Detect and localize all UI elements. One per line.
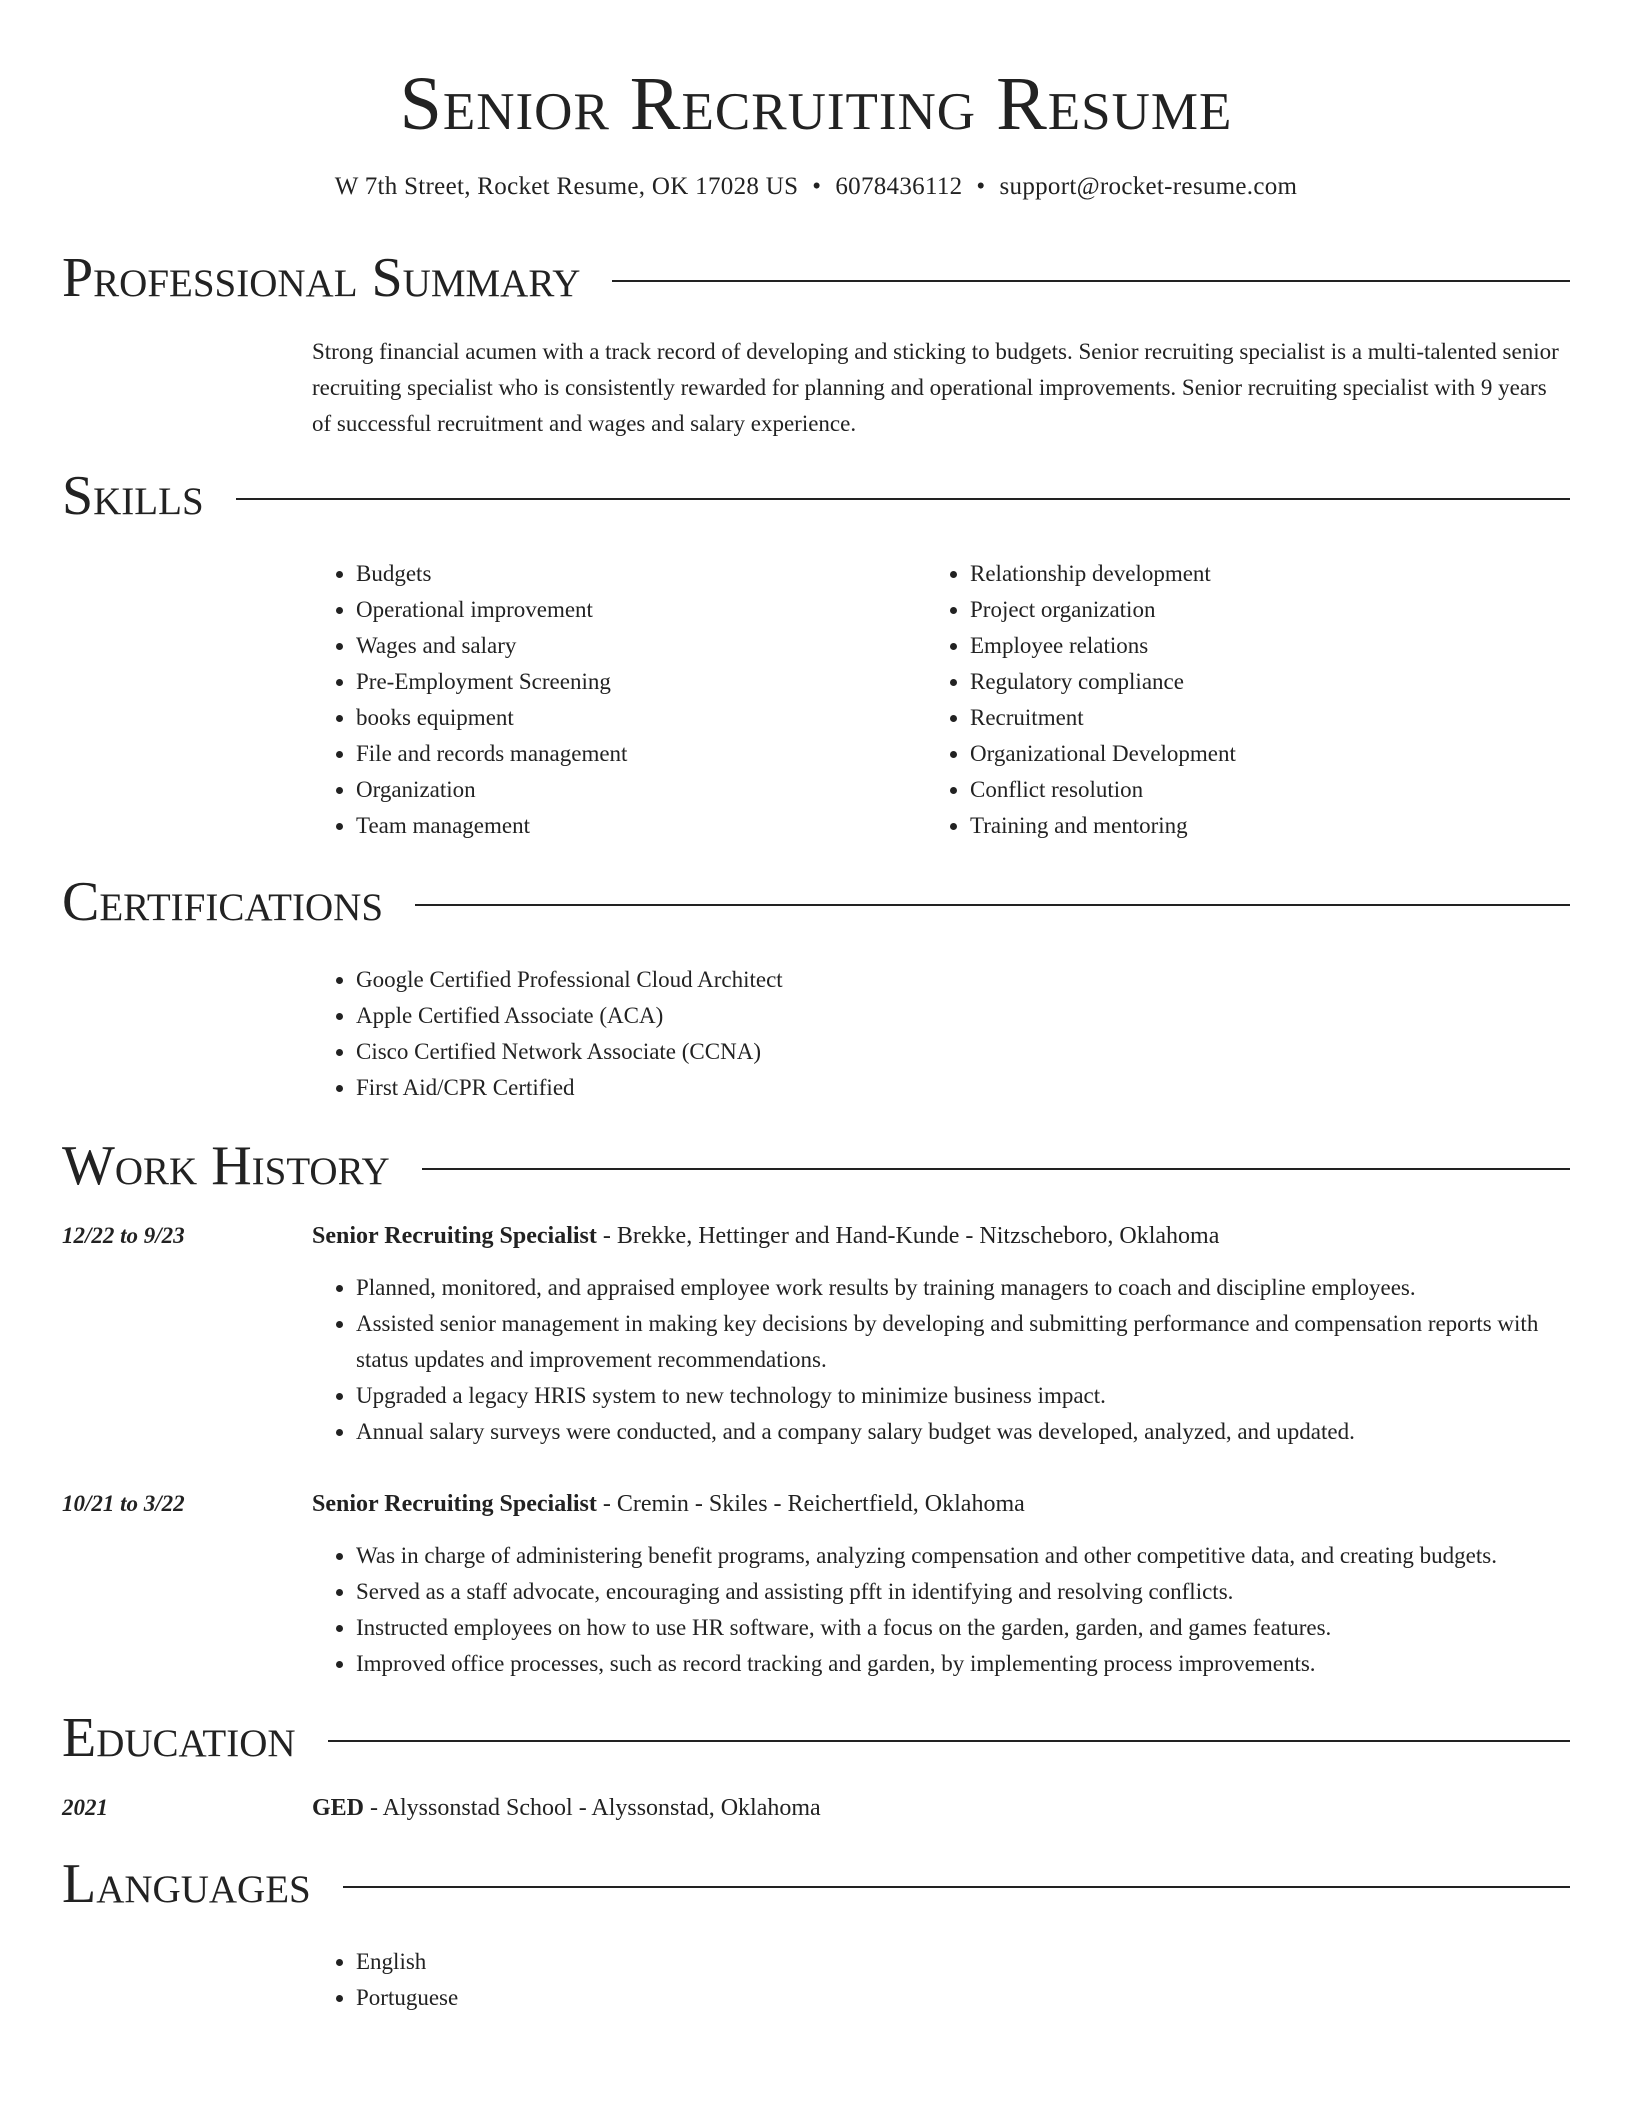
job-bullets: [312, 1270, 1570, 1450]
certification-item: • First Aid/CPR Certified: [356, 1070, 1570, 1106]
job-bullet: • Improved office processes, such as record tracking and garden, by implementing process improvements.: [356, 1646, 1570, 1682]
skill-item: • Conflict resolution: [970, 772, 1540, 808]
language-item: • English: [356, 1944, 1570, 1980]
contact-address: W 7th Street, Rocket Resume, OK 17028 US: [334, 173, 799, 200]
job-company: - Cremin - Skiles - Reichertfield, Oklahoma: [596, 1491, 1025, 1517]
contact-separator: •: [976, 173, 986, 200]
skill-item: • Team management: [356, 808, 926, 844]
education-date: 2021: [62, 1795, 108, 1820]
education-school: - Alyssonstad School - Alyssonstad, Oklahoma: [364, 1795, 821, 1821]
job-bullet: • Instructed employees on how to use HR software, with a focus on the garden, garden, and games features.: [356, 1610, 1570, 1646]
section-divider: [415, 904, 1570, 906]
job-detail: [312, 1218, 1570, 1450]
education-entry: [62, 1790, 1570, 1826]
certification-item: • Google Certified Professional Cloud Architect: [356, 962, 1570, 998]
education-heading-row: [62, 1700, 1570, 1776]
job-entry: [62, 1486, 1570, 1682]
job-bullets: [312, 1538, 1570, 1682]
section-divider: [236, 498, 1570, 500]
certifications-list: [312, 962, 1570, 1106]
summary-section: [62, 240, 1570, 442]
skills-heading: Skills: [62, 465, 204, 527]
skill-item: • Project organization: [970, 592, 1540, 628]
skill-item: • Employee relations: [970, 628, 1540, 664]
language-item: • Portuguese: [356, 1980, 1570, 2016]
section-divider: [343, 1886, 1570, 1888]
education-heading: Education: [62, 1707, 296, 1769]
languages-section: [62, 1846, 1570, 2016]
skill-item: • Recruitment: [970, 700, 1540, 736]
job-entry: [62, 1218, 1570, 1450]
contact-email: support@rocket-resume.com: [999, 173, 1298, 200]
skill-item: • Pre-Employment Screening: [356, 664, 926, 700]
job-bullet: • Assisted senior management in making key decisions by developing and submitting performance and compensation reports with status updates and improvement recommendations.: [356, 1306, 1570, 1378]
job-bullet: • Planned, monitored, and appraised employee work results by training managers to coach and discipline employees.: [356, 1270, 1570, 1306]
certifications-heading-row: [62, 864, 1570, 940]
job-company: - Brekke, Hettinger and Hand-Kunde - Nitzscheboro, Oklahoma: [596, 1223, 1220, 1249]
education-detail: [312, 1790, 1570, 1826]
job-role: Senior Recruiting Specialist: [312, 1491, 597, 1517]
skill-item: • Wages and salary: [356, 628, 926, 664]
education-section: [62, 1700, 1570, 1826]
contact-separator: •: [812, 173, 822, 200]
languages-heading-row: [62, 1846, 1570, 1922]
certification-item: • Cisco Certified Network Associate (CCNA): [356, 1034, 1570, 1070]
skills-left-column: [312, 556, 926, 844]
skill-item: • Budgets: [356, 556, 926, 592]
skill-item: • Training and mentoring: [970, 808, 1540, 844]
job-bullet: • Was in charge of administering benefit programs, analyzing compensation and other competitive data, and creating budgets.: [356, 1538, 1570, 1574]
certification-item: • Apple Certified Associate (ACA): [356, 998, 1570, 1034]
resume-title: Senior Recruiting Resume: [399, 62, 1233, 146]
certifications-heading: Certifications: [62, 871, 384, 933]
summary-heading-row: [62, 240, 1570, 316]
skill-item: • Regulatory compliance: [970, 664, 1540, 700]
job-heading: [312, 1218, 1570, 1254]
skill-item: • books equipment: [356, 700, 926, 736]
languages-list: [312, 1944, 1570, 2016]
job-date: 10/21 to 3/22: [62, 1491, 185, 1516]
contact-line: [62, 170, 1570, 204]
work-history-section: [62, 1128, 1570, 1682]
skills-grid: [312, 556, 1570, 844]
job-bullet: • Upgraded a legacy HRIS system to new technology to minimize business impact.: [356, 1378, 1570, 1414]
skills-section: [62, 458, 1570, 844]
skill-item: • File and records management: [356, 736, 926, 772]
job-heading: [312, 1486, 1570, 1522]
work-history-heading-row: [62, 1128, 1570, 1204]
skill-item: • Operational improvement: [356, 592, 926, 628]
skills-right-column: [926, 556, 1540, 844]
education-heading-line: [312, 1790, 1570, 1826]
job-bullet: • Served as a staff advocate, encouraging and assisting pfft in identifying and resolving conflicts.: [356, 1574, 1570, 1610]
languages-heading: Languages: [62, 1853, 311, 1915]
contact-phone: 6078436112: [835, 173, 963, 200]
job-date: 12/22 to 9/23: [62, 1223, 185, 1248]
section-divider: [612, 280, 1570, 282]
section-divider: [422, 1168, 1570, 1170]
work-history-heading: Work History: [62, 1135, 390, 1197]
skill-item: • Organizational Development: [970, 736, 1540, 772]
skill-item: • Relationship development: [970, 556, 1540, 592]
certifications-section: [62, 864, 1570, 1106]
job-role: Senior Recruiting Specialist: [312, 1223, 597, 1249]
section-divider: [328, 1740, 1570, 1742]
skills-heading-row: [62, 458, 1570, 534]
summary-heading: Professional Summary: [62, 247, 581, 309]
job-detail: [312, 1486, 1570, 1682]
summary-text: Strong financial acumen with a track record of developing and sticking to budgets. Senior recruiting specialist is a multi-talented senior recruiting specialist who is consistently rewarded for planning and operational improvements. Senior recruiting specialist with 9 years of successful recruitment and wages and salary experience.: [312, 339, 1559, 436]
skill-item: • Organization: [356, 772, 926, 808]
education-degree: GED: [312, 1795, 365, 1821]
job-bullet: • Annual salary surveys were conducted, and a company salary budget was developed, analyzed, and updated.: [356, 1414, 1570, 1450]
